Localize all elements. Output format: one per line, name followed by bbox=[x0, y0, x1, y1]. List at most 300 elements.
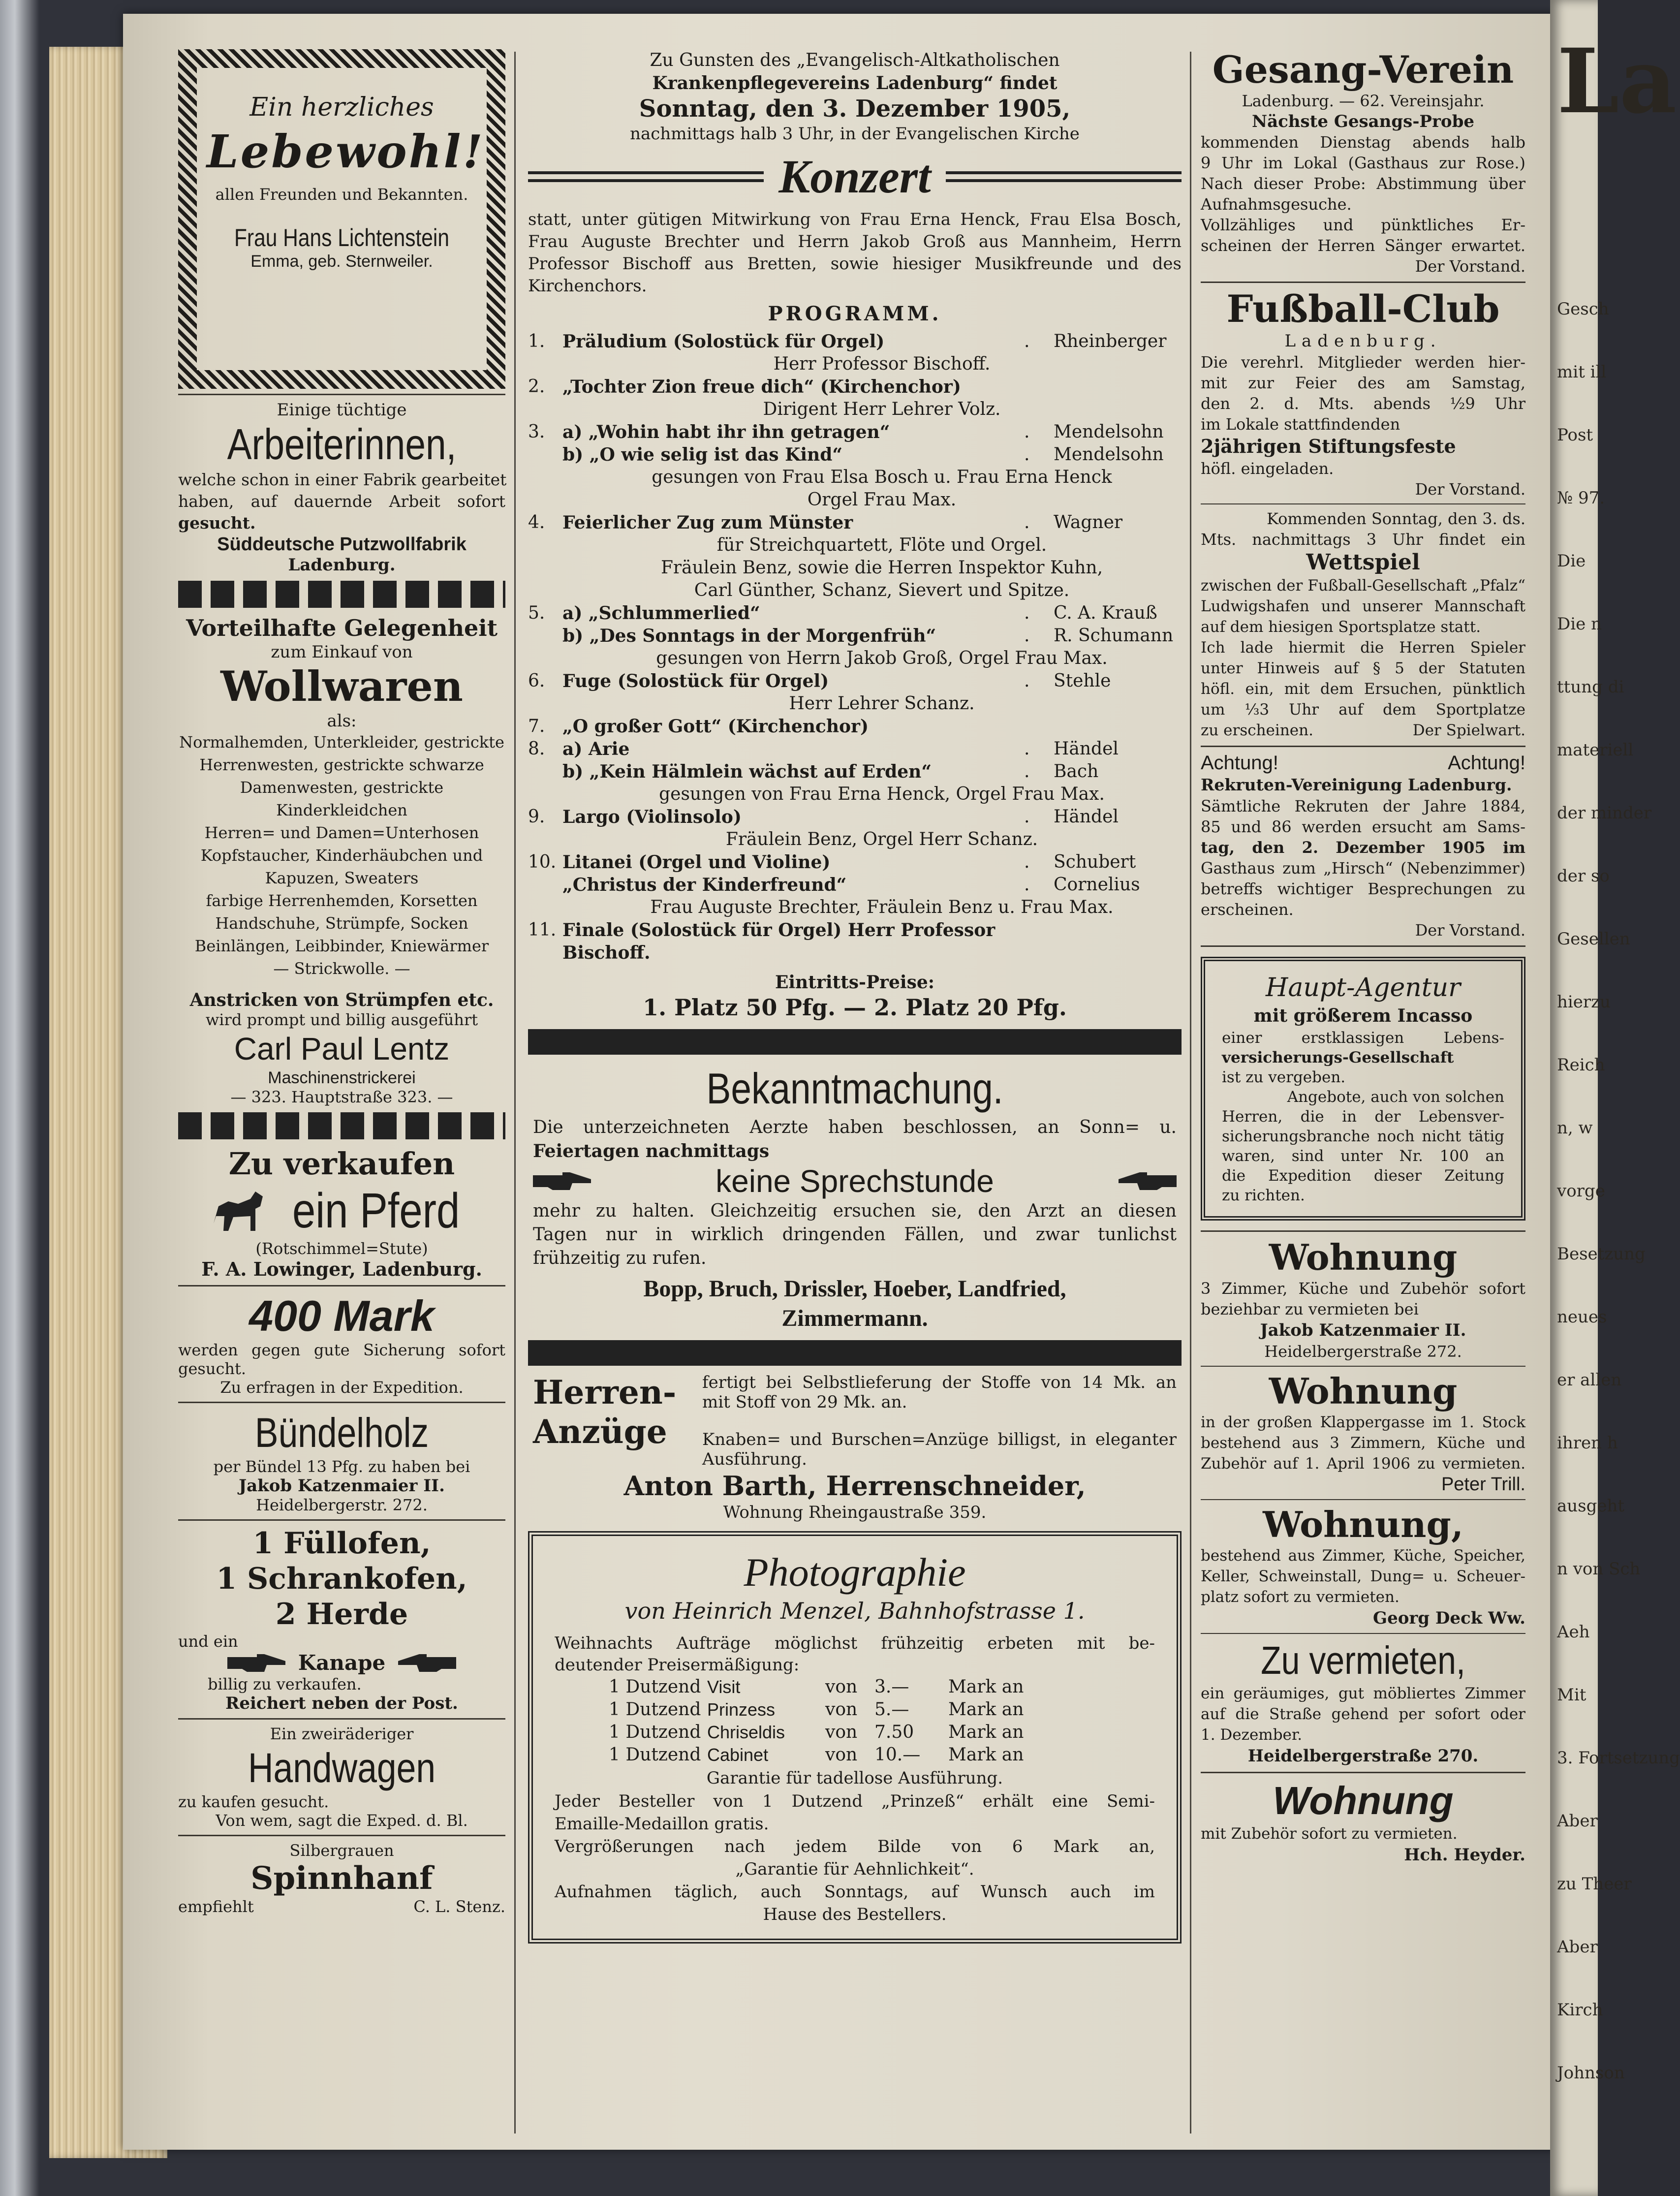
photo-price-name: Prinzess bbox=[707, 1699, 776, 1720]
dashed-border bbox=[178, 1112, 505, 1139]
stoves-line1: 1 Füllofen, bbox=[252, 1526, 431, 1561]
black-rule bbox=[528, 1340, 1182, 1366]
concert-title: Konzert bbox=[778, 150, 931, 203]
hemp-footer bbox=[178, 1897, 505, 1916]
workers-ad bbox=[178, 400, 505, 575]
woolens-item: farbige Herrenhemden, Korsetten bbox=[206, 891, 478, 910]
adjacent-page-text: Reich bbox=[1557, 1055, 1605, 1075]
program-composer: Bach bbox=[1054, 761, 1099, 782]
notice-title: Bekanntmachung. bbox=[706, 1064, 1003, 1113]
woolens-item: Kapuzen, Sweaters bbox=[265, 869, 419, 887]
program-composer: Händel bbox=[1054, 739, 1119, 759]
dashed-border bbox=[178, 581, 505, 608]
photo-price-unit: Mark an bbox=[948, 1699, 1024, 1720]
recruits-l4: tag, den 2. Dezember 1905 im bbox=[1201, 838, 1525, 857]
match-l6: auf dem hiesigen Sportsplatze statt. bbox=[1201, 618, 1481, 636]
recruits-a1: Achtung! bbox=[1201, 752, 1278, 774]
choir-l1: Ladenburg. — 62. Vereinsjahr. bbox=[1242, 92, 1485, 110]
flat3-ad bbox=[1201, 1504, 1525, 1629]
woolens-line6: wird prompt und billig ausgeführt bbox=[205, 1010, 478, 1029]
program-performer: Herr Professor Bischoff. bbox=[773, 354, 991, 374]
adjacent-page-text: n, w bbox=[1557, 1118, 1593, 1138]
horse-line1: Zu verkaufen bbox=[228, 1146, 455, 1182]
football-l6: 2jährigen Stiftungsfeste bbox=[1201, 435, 1456, 457]
adjacent-page-text: Kirch bbox=[1557, 2000, 1603, 2020]
concert-p4: Kirchenchors. bbox=[528, 276, 647, 296]
choir-signature: Der Vorstand. bbox=[1415, 257, 1525, 276]
loan-line4: Zu erfragen in der Expedition. bbox=[220, 1378, 464, 1397]
stoves-ad bbox=[178, 1526, 505, 1713]
program-no: 10. bbox=[528, 852, 557, 872]
photo-price-price: 5.— bbox=[874, 1699, 909, 1720]
flat2-signature: Peter Trill. bbox=[1441, 1474, 1525, 1495]
handcart-ad bbox=[178, 1725, 505, 1830]
notice-names2: Zimmermann. bbox=[781, 1305, 928, 1331]
photo-l3: Jeder Besteller von 1 Dutzend „Prinzeß“ erhält eine Semi- bbox=[555, 1791, 1155, 1811]
choir-title: Gesang-Verein bbox=[1212, 48, 1514, 92]
flat2-l1: in der großen Klappergasse im 1. Stock bbox=[1201, 1413, 1525, 1431]
agency-ad bbox=[1201, 957, 1525, 1221]
match-l4: zwischen der Fußball-Gesellschaft „Pfalz“ bbox=[1201, 577, 1525, 595]
suits-l2: mit Stoff von 29 Mk. an. bbox=[702, 1392, 907, 1412]
stoves-seller: Reichert neben der Post. bbox=[225, 1694, 458, 1713]
handcart-line1: Ein zweiräderiger bbox=[270, 1725, 414, 1743]
hemp-line3a: empfiehlt bbox=[178, 1897, 254, 1916]
suits-ad bbox=[528, 1373, 1182, 1522]
woolens-item: Handschuhe, Strümpfe, Socken bbox=[215, 914, 468, 933]
adjacent-page-text: Johnson bbox=[1557, 2063, 1625, 2083]
column-rule-1 bbox=[514, 52, 516, 2133]
woolens-item: Kopfstaucher, Kinderhäubchen und bbox=[200, 846, 483, 865]
match-l8: unter Hinweis auf § 5 der Statuten bbox=[1201, 659, 1525, 677]
photo-price-price: 10.— bbox=[874, 1745, 921, 1765]
program-title: Litanei (Orgel und Violine) bbox=[562, 852, 831, 873]
hemp-ad bbox=[178, 1841, 505, 1916]
recruits-a2: Achtung! bbox=[1448, 752, 1525, 774]
woolens-line1: Vorteilhafte Gelegenheit bbox=[186, 615, 498, 641]
photo-l7: Aufnahmen täglich, auch Sonntags, auf Wunsch auch im bbox=[555, 1882, 1155, 1902]
adjacent-page-edge bbox=[1550, 0, 1680, 2196]
concert-p1: statt, unter gütigen Mitwirkung von Frau Erna Henck, Frau Elsa Bosch, bbox=[528, 210, 1182, 229]
handcart-line4: Von wem, sagt die Exped. d. Bl. bbox=[216, 1811, 468, 1830]
suits-h1: Herren- bbox=[533, 1373, 677, 1412]
program-composer: Händel bbox=[1054, 807, 1119, 827]
match-ad bbox=[1201, 508, 1525, 741]
program-title: Präludium (Solostück für Orgel) bbox=[562, 331, 885, 352]
divider bbox=[178, 1285, 505, 1286]
hemp-line1: Silbergrauen bbox=[289, 1841, 394, 1860]
program-title: „O großer Gott“ (Kirchenchor) bbox=[562, 716, 869, 737]
suits-l4: Ausführung. bbox=[702, 1449, 807, 1469]
concert-date: Sonntag, den 3. Dezember 1905, bbox=[639, 95, 1071, 123]
program-dots: . bbox=[1024, 512, 1030, 533]
horse-row bbox=[178, 1183, 505, 1239]
firewood-ad bbox=[178, 1408, 505, 1514]
adjacent-page-text: Aber bbox=[1557, 1937, 1598, 1957]
woolens-list bbox=[178, 731, 505, 980]
rent-l1: ein geräumiges, gut möbliertes Zimmer bbox=[1201, 1685, 1525, 1702]
choir-l5: Nach dieser Probe: Abstimmung über bbox=[1201, 174, 1525, 193]
football-l3: mit zur Feier des am Samstag, bbox=[1201, 374, 1525, 392]
divider bbox=[1201, 1230, 1525, 1232]
adjacent-page-text: Gesch bbox=[1557, 299, 1609, 319]
recruits-l5: Gasthaus zum „Hirsch“ (Nebenzimmer) bbox=[1201, 859, 1525, 878]
adjacent-page-text: ttung di bbox=[1557, 677, 1624, 697]
notice-p5: Tagen nur in wirklich dringenden Fällen, und zwar tunlichst bbox=[533, 1224, 1177, 1245]
flat1-l3: Jakob Katzenmaier II. bbox=[1260, 1320, 1466, 1340]
concert-line2: Krankenpflegevereins Ladenburg“ findet bbox=[652, 73, 1058, 94]
adjacent-page-text: Die n bbox=[1557, 614, 1602, 634]
program-title: a) „Schlummerlied“ bbox=[562, 603, 760, 624]
woolens-line4: als: bbox=[327, 711, 357, 731]
photo-l8: Hause des Bestellers. bbox=[763, 1905, 947, 1924]
photo-price-price: 3.— bbox=[874, 1677, 909, 1697]
program-no: 8. bbox=[528, 739, 545, 759]
program-dots: . bbox=[1024, 422, 1030, 442]
firewood-address: Heidelbergerstr. 272. bbox=[256, 1496, 428, 1514]
pointing-hand-right-icon bbox=[227, 1652, 286, 1674]
woolens-company: Carl Paul Lentz bbox=[234, 1031, 450, 1067]
divider bbox=[178, 1718, 505, 1720]
program-no: 2. bbox=[528, 376, 545, 397]
adjacent-page-text: ausgeht bbox=[1557, 1496, 1625, 1516]
program-dots: . bbox=[1024, 444, 1030, 465]
adjacent-page-text: n von Sch bbox=[1557, 1559, 1641, 1579]
program-performer: Frau Auguste Brechter, Fräulein Benz u. Frau Max. bbox=[650, 897, 1114, 917]
match-signature: Der Spielwart. bbox=[1412, 722, 1525, 739]
program-performer: Dirigent Herr Lehrer Volz. bbox=[763, 399, 1001, 419]
recruits-l6: betreffs wichtiger Besprechungen zu bbox=[1201, 879, 1525, 898]
divider bbox=[178, 1402, 505, 1403]
program-composer: Rheinberger bbox=[1054, 331, 1167, 351]
photo-l5: Vergrößerungen nach jedem Bilde von 6 Mark an, bbox=[555, 1837, 1155, 1856]
divider bbox=[1201, 503, 1525, 504]
flat3-title: Wohnung, bbox=[1263, 1504, 1463, 1545]
rent-l3: 1. Dezember. bbox=[1201, 1726, 1303, 1744]
flat1-l1: 3 Zimmer, Küche und Zubehör sofort bbox=[1201, 1279, 1525, 1298]
program-no: 9. bbox=[528, 807, 545, 827]
farewell-headline: Lebewohl! bbox=[207, 125, 485, 178]
match-l7: Ich lade hiermit die Herren Spieler bbox=[1201, 639, 1525, 657]
adjacent-page-text: Besetzung bbox=[1557, 1244, 1646, 1264]
handcart-line3: zu kaufen gesucht. bbox=[178, 1792, 329, 1811]
choir-l6: Aufnahmsgesuche. bbox=[1201, 195, 1352, 214]
black-rule bbox=[528, 1029, 1182, 1055]
notice-ad bbox=[528, 1062, 1182, 1333]
stoves-line4: und ein bbox=[178, 1632, 238, 1651]
program-dots: . bbox=[1024, 761, 1030, 782]
adjacent-page-text: La bbox=[1557, 30, 1677, 133]
agency-l7: sicherungsbranche noch nicht tätig bbox=[1222, 1128, 1504, 1145]
choir-l8: scheinen der Herren Sänger erwartet. bbox=[1201, 236, 1525, 255]
pointing-hand-left-icon bbox=[397, 1652, 456, 1674]
agency-l10: zu richten. bbox=[1222, 1187, 1305, 1204]
flat1-l2: beziehbar zu vermieten bei bbox=[1201, 1300, 1419, 1318]
adjacent-page-text: materiell bbox=[1557, 740, 1634, 760]
firewood-seller: Jakob Katzenmaier II. bbox=[239, 1476, 445, 1496]
flat1-l4: Heidelbergerstraße 272. bbox=[1264, 1342, 1462, 1361]
photo-l6: „Garantie für Aehnlichkeit“. bbox=[735, 1859, 974, 1879]
notice-p2: Feiertagen nachmittags bbox=[533, 1141, 770, 1161]
photo-price-qty: 1 Dutzend bbox=[609, 1677, 701, 1697]
program-list bbox=[528, 330, 1182, 964]
horse-headline: ein Pferd bbox=[292, 1183, 460, 1238]
program-performer: gesungen von Frau Erna Henck, Orgel Frau Max. bbox=[659, 784, 1105, 804]
program-performer: Herr Lehrer Schanz. bbox=[789, 693, 975, 714]
recruits-l3: 85 und 86 werden ersucht am Sams- bbox=[1201, 817, 1525, 836]
adjacent-page-text: der so bbox=[1557, 866, 1610, 886]
agency-l8: waren, sind unter Nr. 100 an bbox=[1222, 1147, 1504, 1165]
agency-l3: versicherungs-Gesellschaft bbox=[1222, 1049, 1454, 1067]
program-title: PROGRAMM. bbox=[768, 302, 942, 325]
football-ad bbox=[1201, 288, 1525, 500]
suits-heading bbox=[533, 1373, 695, 1469]
program-composer: Wagner bbox=[1054, 512, 1123, 533]
football-l2: Die verehrl. Mitglieder werden hier- bbox=[1201, 353, 1525, 372]
concert-line1: Zu Gunsten des „Evangelisch-Altkatholischen bbox=[650, 50, 1060, 70]
football-l4: den 2. d. Mts. abends ½9 Uhr bbox=[1201, 394, 1525, 413]
woolens-item: Herrenwesten, gestrickte schwarze bbox=[199, 755, 484, 774]
choir-l4: 9 Uhr im Lokal (Gasthaus zur Rose.) bbox=[1201, 154, 1525, 172]
concert-p3: Professor Bischoff aus Bretten, sowie hiesiger Musikfreunde und des bbox=[528, 254, 1182, 274]
choir-l7: Vollzähliges und pünktliches Er- bbox=[1201, 216, 1525, 234]
flat1-ad bbox=[1201, 1237, 1525, 1362]
pointing-hand-right-icon bbox=[533, 1170, 592, 1192]
workers-company: Süddeutsche Putzwollfabrik bbox=[217, 534, 467, 555]
recruits-signature: Der Vorstand. bbox=[1415, 921, 1525, 940]
divider bbox=[1201, 1633, 1525, 1634]
rent-title: Zu vermieten, bbox=[1261, 1638, 1465, 1682]
farewell-line5: Emma, geb. Sternweiler. bbox=[250, 252, 433, 271]
program-no bbox=[528, 760, 562, 783]
program-no: 5. bbox=[528, 603, 545, 623]
loan-line2: werden gegen gute Sicherung sofort bbox=[178, 1341, 505, 1359]
match-footer bbox=[1201, 720, 1525, 741]
program-composer bbox=[1054, 715, 1182, 738]
woolens-item: Herren= und Damen=Unterhosen bbox=[204, 823, 479, 842]
recruits-header bbox=[1201, 752, 1525, 774]
photo-ad bbox=[528, 1531, 1182, 1944]
stoves-line2: 1 Schrankofen, bbox=[216, 1562, 467, 1596]
adjacent-page-text: der minder bbox=[1557, 803, 1652, 823]
football-l1: Ladenburg. bbox=[1284, 331, 1442, 351]
program-title: „Tochter Zion freue dich“ (Kirchenchor) bbox=[562, 376, 961, 397]
photo-l4: Emaille-Medaillon gratis. bbox=[555, 1814, 769, 1834]
handcart-headline: Handwagen bbox=[248, 1745, 436, 1791]
stoves-row bbox=[178, 1651, 505, 1675]
football-signature: Der Vorstand. bbox=[1415, 480, 1525, 499]
photo-price-unit: Mark an bbox=[948, 1722, 1024, 1742]
rent-l4: Heidelbergerstraße 270. bbox=[1247, 1746, 1479, 1766]
woolens-item: Beinlängen, Leibbinder, Kniewärmer bbox=[194, 937, 489, 955]
horse-line3: (Rotschimmel=Stute) bbox=[255, 1239, 428, 1258]
program-no bbox=[528, 443, 562, 466]
column-middle bbox=[528, 49, 1182, 1944]
photo-price-name: Chriseldis bbox=[707, 1722, 785, 1742]
program-title: b) „Des Sonntags in der Morgenfrüh“ bbox=[562, 626, 936, 646]
loan-ad bbox=[178, 1291, 505, 1397]
photo-sub: von Heinrich Menzel, Bahnhofstrasse 1. bbox=[624, 1598, 1085, 1624]
horse-ad bbox=[178, 1145, 505, 1280]
workers-line5: gesucht. bbox=[178, 513, 256, 533]
adjacent-page-text: Aber bbox=[1557, 1811, 1598, 1831]
adjacent-page-text: zu Theer bbox=[1557, 1874, 1632, 1894]
flat4-l1: mit Zubehör sofort zu vermieten. bbox=[1201, 1825, 1458, 1843]
program-dots bbox=[1024, 715, 1054, 738]
suits-h2: Anzüge bbox=[533, 1412, 667, 1451]
choir-ad bbox=[1201, 49, 1525, 277]
photo-price-qty: 1 Dutzend bbox=[609, 1699, 701, 1720]
adjacent-page-text: mit ill bbox=[1557, 362, 1607, 382]
program-performer: Carl Günther, Schanz, Sievert und Spitze. bbox=[694, 580, 1070, 600]
photo-l2: deutender Preisermäßigung: bbox=[555, 1655, 800, 1675]
recruits-ad bbox=[1201, 752, 1525, 941]
concert-time: nachmittags halb 3 Uhr, in der Evangelischen Kirche bbox=[630, 124, 1080, 144]
column-right bbox=[1201, 49, 1525, 1866]
loan-line3: gesucht. bbox=[178, 1359, 247, 1378]
program-dots: . bbox=[1024, 671, 1030, 691]
concert-ad bbox=[528, 49, 1182, 1022]
rent-ad bbox=[1201, 1638, 1525, 1767]
program-no: 3. bbox=[528, 422, 545, 442]
woolens-item: Damenwesten, gestrickte Kinderkleidchen bbox=[240, 778, 444, 819]
flat2-ad bbox=[1201, 1371, 1525, 1495]
woolens-line2: zum Einkauf von bbox=[271, 642, 413, 662]
program-performer: Fräulein Benz, Orgel Herr Schanz. bbox=[725, 829, 1038, 849]
match-l2: Mts. nachmittags 3 Uhr findet ein bbox=[1201, 530, 1525, 549]
program-no: 6. bbox=[528, 671, 545, 691]
match-l9: höfl. ein, mit dem Ersuchen, pünktlich bbox=[1201, 680, 1525, 698]
divider bbox=[1201, 746, 1525, 747]
program-title: a) Arie bbox=[562, 739, 630, 759]
flat2-l2: bestehend aus 3 Zimmern, Küche und bbox=[1201, 1434, 1525, 1452]
suits-l1: fertigt bei Selbstlieferung der Stoffe von 14 Mk. an bbox=[702, 1373, 1177, 1392]
horse-icon bbox=[209, 1187, 268, 1236]
flat3-l3: platz sofort zu vermieten. bbox=[1201, 1588, 1400, 1606]
program-composer: Stehle bbox=[1054, 671, 1111, 691]
photo-prices bbox=[555, 1676, 1155, 1766]
match-title: Wettspiel bbox=[1306, 550, 1420, 575]
stoves-line6: billig zu verkaufen. bbox=[208, 1675, 362, 1694]
flat4-signature: Hch. Heyder. bbox=[1404, 1845, 1525, 1865]
farewell-line1: Ein herzliches bbox=[249, 93, 434, 122]
program-dots bbox=[1024, 376, 1054, 398]
program-composer bbox=[1054, 919, 1182, 964]
photo-title: Photographie bbox=[744, 1550, 966, 1595]
photo-l1: Weihnachts Aufträge möglichst frühzeitig erbeten mit be- bbox=[555, 1633, 1155, 1653]
suits-name: Anton Barth, Herrenschneider, bbox=[623, 1470, 1086, 1502]
divider bbox=[178, 394, 505, 395]
woolens-line5: Anstricken von Strümpfen etc. bbox=[189, 990, 494, 1010]
program-title: b) „Kein Hälmlein wächst auf Erden“ bbox=[562, 761, 932, 782]
program-dots: . bbox=[1024, 331, 1030, 351]
adjacent-page-text: neues bbox=[1557, 1307, 1607, 1327]
divider bbox=[1201, 1366, 1525, 1367]
photo-price-from: von bbox=[825, 1677, 858, 1697]
recruits-l1: Rekruten-Vereinigung Ladenburg. bbox=[1201, 775, 1512, 794]
program-title: Largo (Violinsolo) bbox=[562, 807, 742, 827]
program-no bbox=[528, 874, 562, 896]
woolens-address: — 323. Hauptstraße 323. — bbox=[230, 1088, 453, 1106]
photo-price-qty: 1 Dutzend bbox=[609, 1745, 701, 1765]
firewood-headline: Bündelholz bbox=[254, 1410, 429, 1456]
program-no: 7. bbox=[528, 716, 545, 736]
hemp-seller: C. L. Stenz. bbox=[413, 1897, 505, 1916]
column-left bbox=[178, 49, 505, 1916]
program-dots: . bbox=[1024, 807, 1030, 827]
program-title: Feierlicher Zug zum Münster bbox=[562, 512, 853, 533]
farewell-line3: allen Freunden und Bekannten. bbox=[215, 185, 468, 204]
notice-p6: frühzeitig zu rufen. bbox=[533, 1248, 707, 1268]
divider bbox=[178, 1519, 505, 1521]
divider bbox=[1201, 945, 1525, 947]
woolens-line8: Maschinenstrickerei bbox=[268, 1068, 416, 1087]
agency-l2: einer erstklassigen Lebens- bbox=[1222, 1029, 1504, 1047]
prices-line: 1. Platz 50 Pfg. — 2. Platz 20 Pfg. bbox=[643, 994, 1067, 1021]
choir-l2: Nächste Gesangs-Probe bbox=[1252, 112, 1474, 131]
divider bbox=[1201, 1499, 1525, 1500]
photo-price-unit: Mark an bbox=[948, 1745, 1024, 1765]
recruits-l2: Sämtliche Rekruten der Jahre 1884, bbox=[1201, 797, 1525, 816]
program-dots: . bbox=[1024, 852, 1030, 872]
match-l5: Ludwigshafen und unserer Mannschaft bbox=[1201, 597, 1525, 615]
firewood-line2: per Bündel 13 Pfg. zu haben bei bbox=[213, 1457, 470, 1476]
photo-price-name: Cabinet bbox=[707, 1745, 769, 1765]
notice-names1: Bopp, Bruch, Drissler, Hoeber, Landfried, bbox=[643, 1276, 1066, 1302]
program-composer: Schubert bbox=[1054, 852, 1136, 872]
program-composer bbox=[1054, 376, 1182, 398]
workers-town: Ladenburg. bbox=[288, 555, 396, 575]
adjacent-page-text: 3. Fortsetzung bbox=[1557, 1748, 1680, 1768]
football-l5: im Lokale stattfindenden bbox=[1201, 415, 1400, 434]
notice-p1: Die unterzeichneten Aerzte haben beschlossen, an Sonn= u. bbox=[533, 1117, 1177, 1137]
program-dots: . bbox=[1024, 739, 1030, 759]
program-dots bbox=[1024, 919, 1054, 964]
agency-l6: Herren, die in der Lebensver- bbox=[1222, 1108, 1504, 1126]
football-title: Fußball-Club bbox=[1226, 287, 1500, 331]
photo-price-price: 7.50 bbox=[874, 1722, 914, 1742]
flat4-ad bbox=[1201, 1778, 1525, 1866]
program-performer: gesungen von Frau Elsa Bosch u. Frau Erna Henck bbox=[652, 467, 1112, 487]
notice-p3: keine Sprechstunde bbox=[716, 1163, 994, 1199]
agency-l4: ist zu vergeben. bbox=[1222, 1068, 1346, 1086]
recruits-l7: erscheinen. bbox=[1201, 900, 1294, 919]
program-title: Finale (Solostück für Orgel) Herr Professor Bischoff. bbox=[562, 920, 996, 963]
agency-title: Haupt-Agentur bbox=[1266, 973, 1461, 1003]
prices-title: Eintritts-Preise: bbox=[775, 972, 935, 993]
flat3-signature: Georg Deck Ww. bbox=[1373, 1608, 1525, 1628]
program-no: 4. bbox=[528, 512, 545, 533]
program-dots: . bbox=[1024, 875, 1030, 895]
suits-address: Wohnung Rheingaustraße 359. bbox=[723, 1503, 987, 1522]
photo-price-from: von bbox=[825, 1722, 858, 1742]
agency-l9: die Expedition dieser Zeitung bbox=[1222, 1167, 1504, 1185]
adjacent-page-text: Post bbox=[1557, 425, 1593, 445]
concert-title-row bbox=[528, 150, 1182, 204]
stoves-line5: Kanape bbox=[298, 1651, 386, 1675]
suits-body bbox=[702, 1373, 1177, 1469]
program-composer: Mendelsohn bbox=[1054, 422, 1164, 442]
woolens-ad bbox=[178, 614, 505, 1106]
adjacent-page-text: Gesellen bbox=[1557, 929, 1630, 949]
woolens-item: Normalhemden, Unterkleider, gestrickte bbox=[179, 733, 504, 752]
column-rule-2 bbox=[1190, 52, 1191, 2133]
concert-p2: Frau Auguste Brechter und Herrn Jakob Groß aus Mannheim, Herrn bbox=[528, 232, 1182, 251]
program-title: Fuge (Solostück für Orgel) bbox=[562, 671, 829, 691]
match-l10: um ⅓3 Uhr auf dem Sportplatze bbox=[1201, 701, 1525, 719]
program-performer: Orgel Frau Max. bbox=[807, 490, 957, 510]
photo-price-unit: Mark an bbox=[948, 1677, 1024, 1697]
